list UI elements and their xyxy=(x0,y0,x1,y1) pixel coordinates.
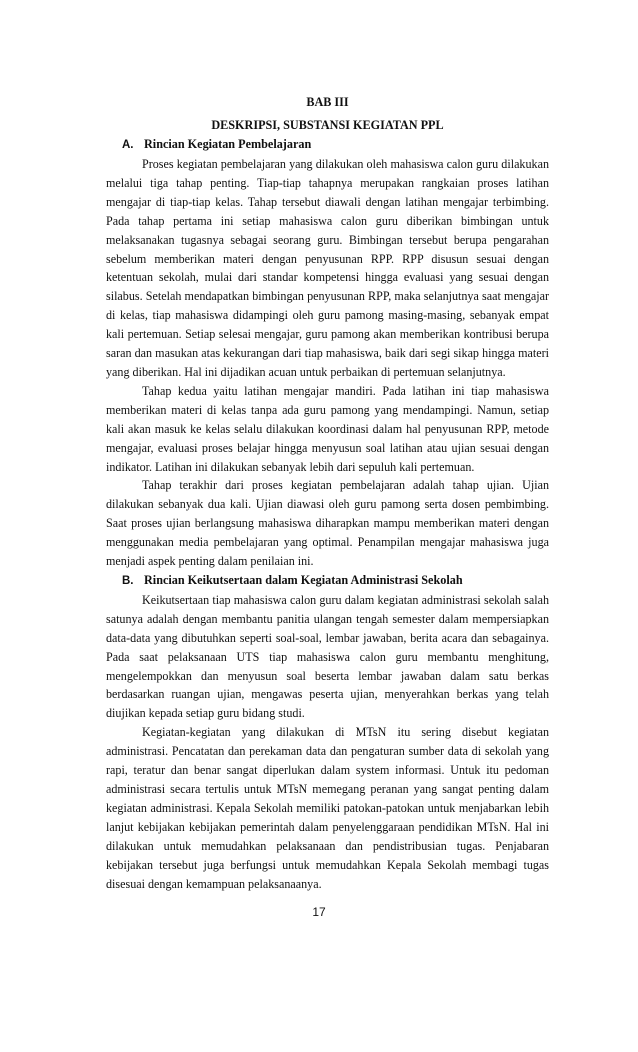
section-b-paragraph-2: Kegiatan-kegiatan yang dilakukan di MTsN itu sering disebut kegiatan administrasi. Pencatatan dan perekaman data dan pengaturan sumber data di sekolah yang rapi, teratur dan benar sangat diperlukan dalam system informasi. Untuk itu pedoman administrasi secara tertulis untuk MTsN memegang peranan yang sangat penting dalam kegiatan administrasi. Kepala Sekolah memiliki patokan-patokan untuk menjabarkan lebih lanjut kebijakan kebijakan pemerintah dalam penyelenggaraan pendidikan MTsN. Hal ini dilakukan untuk memudahkan pelaksanaan dan pendistribusian tugas. Penjabaran kebijakan tersebut juga berfungsi untuk memudahkan Kepala Sekolah membagi tugas disesuai dengan kemampuan pelaksanaanya. xyxy=(106,725,549,891)
chapter-title: DESKRIPSI, SUBSTANSI KEGIATAN PPL xyxy=(211,118,444,132)
section-a-paragraph-1: Proses kegiatan pembelajaran yang dilakukan oleh mahasiswa calon guru dilakukan melalui tiga tahap penting. Tiap-tiap tahapnya merupakan rangkaian proses latihan mengajar di tiap-tiap kelas. Tahap tersebut diawali dengan latihan mengajar terbimbing. Pada tahap pertama ini setiap mahasiswa calon guru diberikan bimbingan untuk melaksanakan tugasnya sebagai seorang guru. Bimbingan tersebut berupa pengarahan sebelum memberikan materi dengan penyusunan RPP. RPP disusun sesuai dengan ketentuan sekolah, mulai dari standar kompetensi hingga evaluasi yang sesuai dengan silabus. Setelah mendapatkan bimbingan penyusunan RPP, maka selanjutnya saat mengajar di kelas, tiap mahasiswa didampingi oleh guru pamong masing-masing, sebanyak empat kali pertemuan. Setiap selesai mengajar, guru pamong akan memberikan kontribusi berupa saran dan masukan atas kekurangan dari tiap mahasiswa, baik dari segi sikap hingga materi yang diberikan. Hal ini dijadikan acuan untuk perbaikan di pertemuan selanjutnya. xyxy=(106,157,549,379)
section-a xyxy=(106,135,549,571)
section-a-title: Rincian Kegiatan Pembelajaran xyxy=(144,137,312,151)
section-b-title: Rincian Keikutsertaan dalam Kegiatan Administrasi Sekolah xyxy=(144,572,463,587)
page-content xyxy=(106,92,549,893)
section-a-paragraph-3: Tahap terakhir dari proses kegiatan pembelajaran adalah tahap ujian. Ujian dilakukan sebanyak dua kali. Ujian diawasi oleh guru pamong serta dosen pembimbing. Saat proses ujian berlangsung mahasiswa diharapkan mampu memberikan materi dengan menggunakan media pembelajaran yang optimal. Penampilan mengajar mahasiswa juga menjadi aspek penting dalam penilaian ini. xyxy=(106,478,549,569)
section-b-heading xyxy=(106,571,549,591)
section-a-heading xyxy=(106,135,549,155)
section-a-letter: A. xyxy=(122,139,134,151)
section-b xyxy=(106,571,549,894)
section-b-letter: B. xyxy=(122,574,134,587)
section-b-paragraph-1: Keikutsertaan tiap mahasiswa calon guru dalam kegiatan administrasi sekolah salah satunya adalah dengan membantu panitia ulangan tengah semester dalam mempersiapkan data-data yang dibutuhkan seperti soal-soal, lembar jawaban, berita acara dan sebagainya. Pada saat pelaksanaan UTS tiap mahasiswa calon guru membantu menghitung, mengelempokkan dan menyusun soal beserta lembar jawaban dalam satu berkas berdasarkan ruangan ujian, mengawas peserta ujian, menyerahkan berkas yang telah diujikan kepada setiap guru bidang studi. xyxy=(106,592,549,721)
chapter-label: BAB III xyxy=(306,95,349,109)
page-number: 17 xyxy=(312,905,326,919)
section-a-paragraph-2: Tahap kedua yaitu latihan mengajar mandiri. Pada latihan ini tiap mahasiswa memberikan materi di kelas tanpa ada guru pamong yang mendampingi. Namun, setiap kali akan masuk ke kelas selalu dilakukan koordinasi dalam hal penyusunan RPP, metode mengajar, evaluasi proses belajar hingga menyusun soal latihan atau ujian sesuai dengan indikator. Latihan ini dilakukan sebanyak lebih dari sepuluh kali pertemuan. xyxy=(106,383,549,474)
